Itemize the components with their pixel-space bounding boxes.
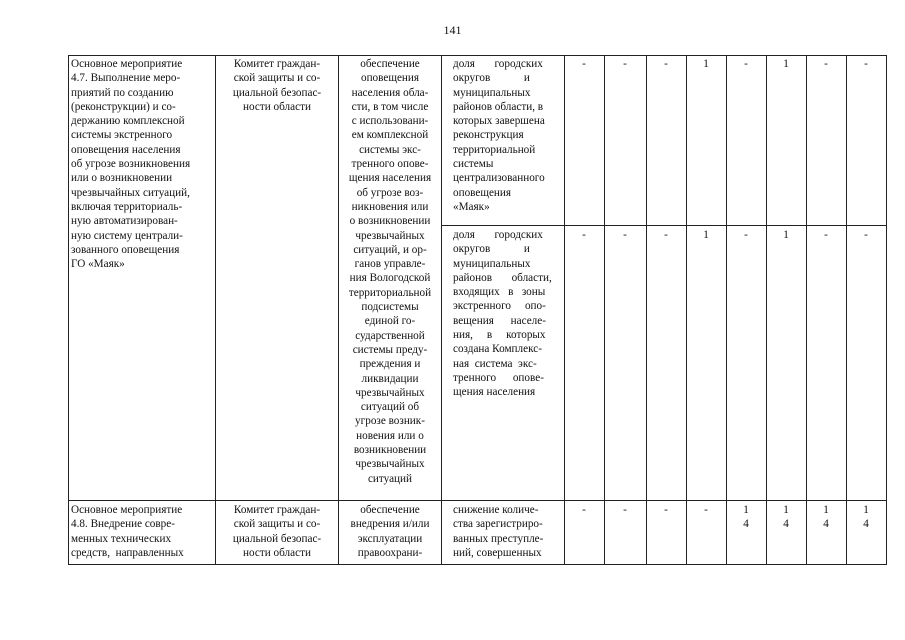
column-divider <box>686 55 687 564</box>
indicator-cell: снижение количе- ства зарегистриро- ванных преступле- ний, совершенных <box>453 504 544 559</box>
indicator-value: - <box>623 504 627 516</box>
indicator-value: - <box>744 58 748 70</box>
indicator-value: 1 4 <box>743 504 749 531</box>
indicator-value: 1 <box>783 58 789 70</box>
indicator-value: 1 4 <box>783 504 789 531</box>
indicator-value: - <box>664 58 668 70</box>
column-divider <box>564 55 565 564</box>
executor-cell: Комитет граждан- ской защиты и со- циальной безопас- ности области <box>232 504 322 559</box>
indicator-value: - <box>824 229 828 241</box>
indicator-value: 1 <box>703 229 709 241</box>
page-number: 141 <box>443 23 462 37</box>
column-divider <box>338 55 339 564</box>
indicator-divider <box>441 225 887 226</box>
indicator-value: - <box>664 229 668 241</box>
indicator-value: - <box>582 58 586 70</box>
indicator-value: - <box>824 58 828 70</box>
indicator-value: - <box>623 229 627 241</box>
column-divider <box>215 55 216 564</box>
goal-cell: обеспечение оповещения населения обла- сти, в том числе с использовани- ем комплексной системы экс- тренного опове- щения населения об угрозе воз- никновения или о возникновении чрезвычайных ситуаций, и ор- ганов управле- ния Вологодской территориальной подсистемы единой го- сударственной системы преду- преждения и ликвидации чрезвычайных ситуаций об угрозе возник- новения или о возникновении чрезвычайных ситуаций <box>348 58 432 485</box>
indicator-value: - <box>664 504 668 516</box>
indicator-value: 1 <box>783 229 789 241</box>
column-divider <box>604 55 605 564</box>
event-cell: Основное мероприятие 4.7. Выполнение меро- приятий по созданию (реконструкции) и со- держанию комплексной системы экстренного оповещения населения об угрозе возникновения или о возникновении чрезвычайных ситуаций, включая территориаль- ную автоматизирован- ную систему централи- зованного оповещения ГО «Маяк» <box>71 58 191 271</box>
indicator-value: - <box>582 504 586 516</box>
event-cell: Основное мероприятие 4.8. Внедрение совре- менных технических средств, направленных <box>71 504 184 559</box>
table-border-left <box>68 55 69 564</box>
indicator-value: - <box>623 58 627 70</box>
column-divider <box>646 55 647 564</box>
indicator-cell: доля городских округов и муниципальных районов области, входящих в зоны экстренного опо- вещения населе- ния, в которых создана Комплекс- ная система экс- тренного опове- щения населения <box>453 229 552 399</box>
table-border-right <box>886 55 887 564</box>
indicator-value: - <box>704 504 708 516</box>
table-border-top <box>68 55 887 56</box>
executor-cell: Комитет граждан- ской защиты и со- циальной безопас- ности области <box>232 58 322 113</box>
goal-cell: обеспечение внедрения и/или эксплуатации правоохрани- <box>350 504 430 559</box>
indicator-value: - <box>864 58 868 70</box>
program-table <box>68 55 887 565</box>
indicator-value: 1 4 <box>863 504 869 531</box>
column-divider <box>846 55 847 564</box>
column-divider <box>441 55 442 564</box>
indicator-value: 1 4 <box>823 504 829 531</box>
indicator-value: 1 <box>703 58 709 70</box>
column-divider <box>766 55 767 564</box>
column-divider <box>806 55 807 564</box>
table-border-bottom <box>68 564 887 565</box>
indicator-value: - <box>864 229 868 241</box>
indicator-value: - <box>744 229 748 241</box>
row-divider <box>68 500 887 501</box>
indicator-cell: доля городских округов и муниципальных районов области, в которых завершена реконструкция территориальной системы централизованного оповещения «Маяк» <box>453 58 545 213</box>
column-divider <box>726 55 727 564</box>
indicator-value: - <box>582 229 586 241</box>
